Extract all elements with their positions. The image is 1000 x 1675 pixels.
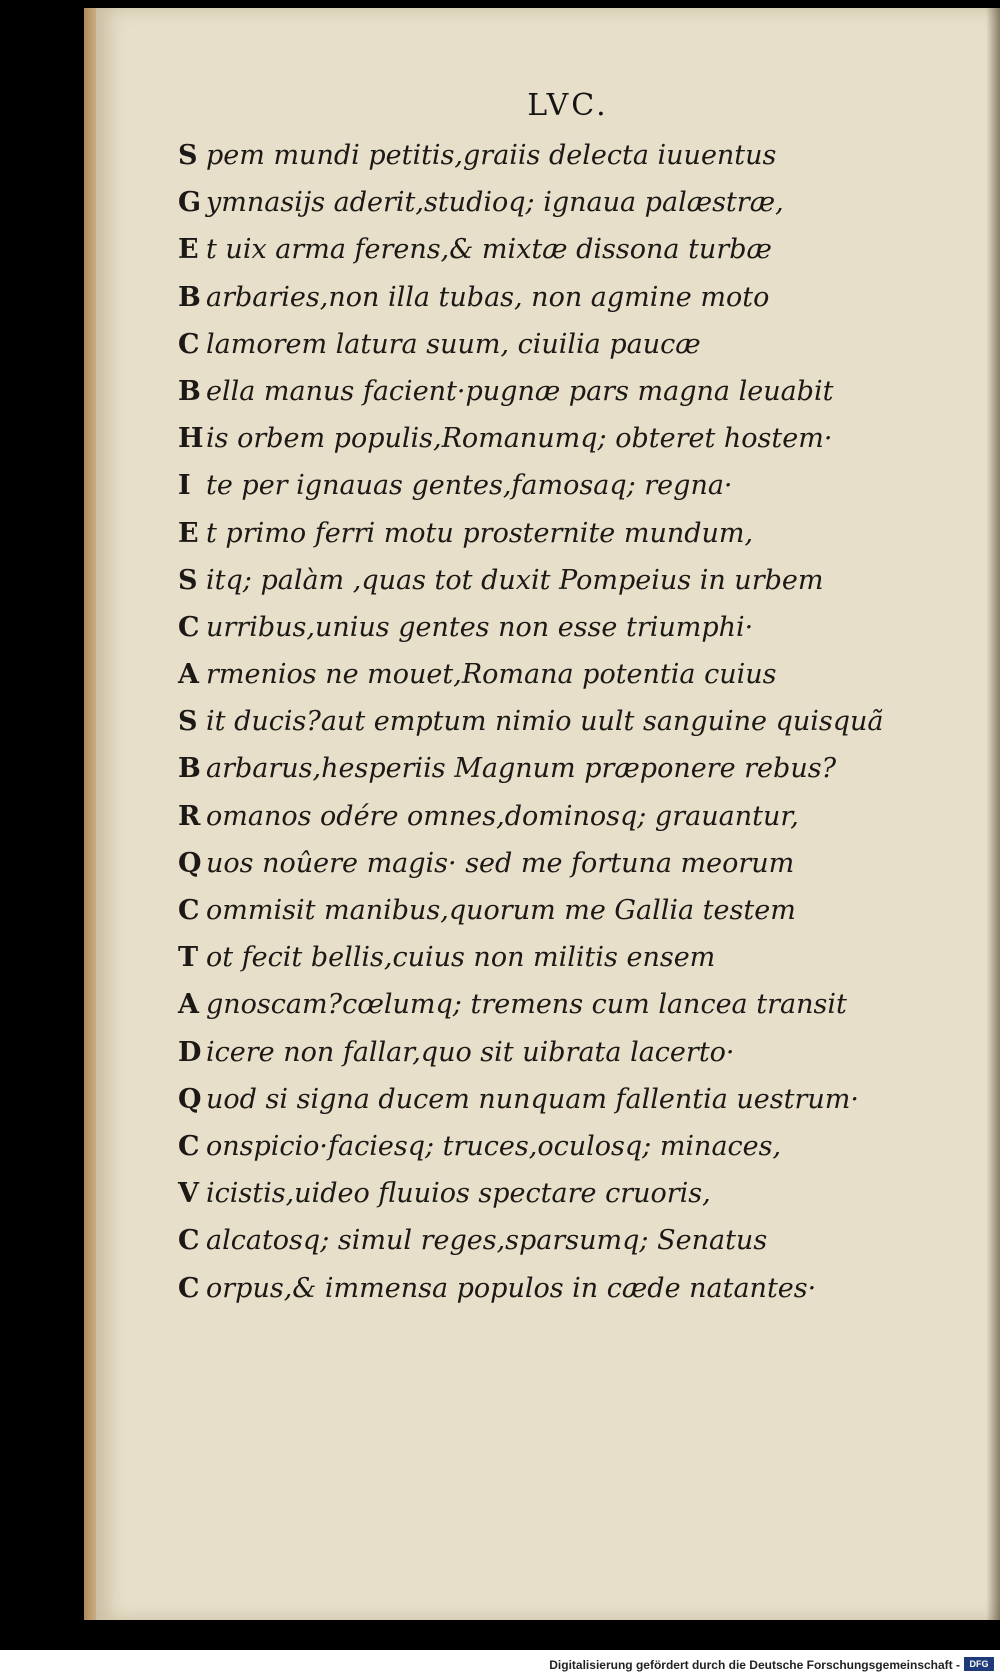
verse-initial: T xyxy=(178,942,199,974)
verse-line xyxy=(178,368,958,415)
verse-text: arbaries,non illa tubas, non agmine moto xyxy=(206,281,770,313)
verse-initial: C xyxy=(178,1130,200,1162)
verse-initial: G xyxy=(178,187,202,219)
verse-line xyxy=(178,1029,958,1076)
footer-band xyxy=(0,1650,1000,1675)
verse-line xyxy=(178,1076,958,1123)
verse-line xyxy=(178,651,958,698)
verse-initial: Q xyxy=(178,1083,202,1115)
verse-text: icistis,uideo fluuios spectare cruoris, xyxy=(206,1178,711,1210)
verse-line xyxy=(178,604,958,651)
verse-line xyxy=(178,132,958,179)
verse-initial: B xyxy=(178,375,201,407)
verse-text: ot fecit bellis,cuius non militis ensem xyxy=(206,942,716,974)
verse-text: orpus,& immensa populos in cæde natantes· xyxy=(206,1272,817,1304)
verse-text: pem mundi petitis,graiis delecta iuuentus xyxy=(206,140,777,171)
verse-text: uos noûere magis· sed me fortuna meorum xyxy=(206,847,795,879)
verse-text: itq; palàm ,quas tot duxit Pompeius in urbem xyxy=(206,564,824,596)
verse-text: t primo ferri motu prosternite mundum, xyxy=(206,517,754,549)
verse-initial: C xyxy=(178,611,200,643)
verse-initial: H xyxy=(178,423,204,455)
running-head: LVC. xyxy=(527,88,609,123)
verse-line xyxy=(178,1123,958,1170)
verse-line xyxy=(178,226,958,273)
verse-line xyxy=(178,179,958,226)
verse-line xyxy=(178,1265,958,1312)
verse-initial: C xyxy=(178,1225,200,1257)
verse-initial: V xyxy=(178,1178,199,1210)
verse-line xyxy=(178,274,958,321)
verse-initial: E xyxy=(178,517,199,549)
verse-initial: C xyxy=(178,895,200,926)
verse-line xyxy=(178,981,958,1028)
verse-text: urribus,unius gentes non esse triumphi· xyxy=(206,611,754,643)
verse-initial: A xyxy=(178,659,199,691)
verse-text: t uix arma ferens,& mixtæ dissona turbæ xyxy=(206,234,772,266)
verse-line xyxy=(178,793,958,840)
verse-text: ella manus facient·pugnæ pars magna leuabit xyxy=(206,375,834,407)
verse-line xyxy=(178,1217,958,1264)
verse-line xyxy=(178,557,958,604)
dfg-logo: DFG xyxy=(964,1657,994,1671)
verse-text: it ducis?aut emptum nimio uult sanguine quisquã xyxy=(206,706,884,738)
verse-line xyxy=(178,510,958,557)
verse-text: arbarus,hesperiis Magnum præponere rebus? xyxy=(206,753,837,785)
verse-text: rmenios ne mouet,Romana potentia cuius xyxy=(206,659,777,691)
verse-text: omanos odére omnes,dominosq; grauantur, xyxy=(206,800,799,832)
verse-text: icere non fallar,quo sit uibrata lacerto· xyxy=(206,1036,735,1068)
verse-text: onspicio·faciesq; truces,oculosq; minaces, xyxy=(206,1130,782,1162)
verse-list xyxy=(178,132,958,1312)
verse-initial: B xyxy=(178,281,201,313)
verse-line xyxy=(178,698,958,745)
verse-initial: C xyxy=(178,328,200,360)
verse-text: ymnasijs aderit,studioq; ignaua palæstræ, xyxy=(206,187,784,219)
verse-initial: D xyxy=(178,1036,202,1068)
verse-text: te per ignauas gentes,famosaq; regna· xyxy=(206,470,733,502)
verse-initial: C xyxy=(178,1272,200,1304)
verse-line xyxy=(178,462,958,509)
verse-initial: A xyxy=(178,989,199,1021)
verse-line xyxy=(178,934,958,981)
verse-text: gnoscam?cœlumq; tremens cum lancea transit xyxy=(206,989,847,1021)
verse-text: uod si signa ducem nunquam fallentia uestrum· xyxy=(206,1083,859,1115)
verse-initial: Q xyxy=(178,847,202,879)
verse-line xyxy=(178,321,958,368)
verse-line xyxy=(178,887,958,934)
verse-initial: B xyxy=(178,753,201,785)
verse-text: alcatosq; simul reges,sparsumq; Senatus xyxy=(206,1225,768,1257)
verse-initial: S xyxy=(178,706,198,738)
verse-initial: S xyxy=(178,140,198,171)
verse-initial: I xyxy=(178,470,191,502)
verse-line xyxy=(178,415,958,462)
verse-text: lamorem latura suum, ciuilia paucæ xyxy=(206,328,701,360)
verse-line xyxy=(178,745,958,792)
verse-initial: E xyxy=(178,234,199,266)
verse-text: ommisit manibus,quorum me Gallia testem xyxy=(206,895,796,926)
page-gutter-shadow xyxy=(986,8,1000,1620)
verse-initial: S xyxy=(178,564,198,596)
verse-line xyxy=(178,1170,958,1217)
verse-initial: R xyxy=(178,800,201,832)
verse-text: is orbem populis,Romanumq; obteret hostem· xyxy=(206,423,833,455)
footer-credit: Digitalisierung gefördert durch die Deutsche Forschungsgemeinschaft - xyxy=(549,1658,960,1672)
verse-line xyxy=(178,840,958,887)
